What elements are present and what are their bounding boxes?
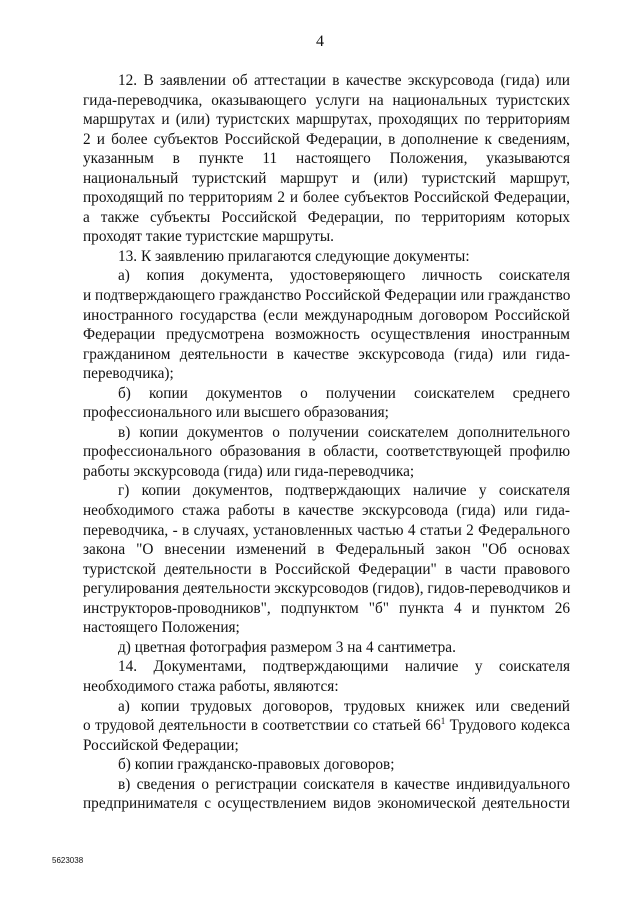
document-code: 5623038 [52, 856, 84, 865]
text-line [83, 716, 570, 736]
text-line: регулирования деятельности экскурсоводов (гидов), гидов-переводчиков и [83, 580, 571, 598]
text-line: а также субъекты Российской Федерации, по территориям которых [83, 208, 570, 226]
document-body [83, 71, 570, 814]
text-line: переводчика); [83, 365, 174, 383]
text-segment: о трудовой деятельности в соответствии со статьей 66 [83, 717, 441, 735]
text-line: маршрутах и (или) туристских маршрутах, проходящих по территориям [83, 111, 570, 129]
paragraph-14-a [83, 697, 570, 756]
page-number: 4 [316, 33, 324, 50]
text-line: б) копии документов о получении соискателем среднего [118, 384, 570, 402]
paragraph-13-a [83, 266, 570, 383]
text-line: работы экскурсовода (гида) или гида-переводчика; [83, 462, 415, 480]
paragraph-13-g [83, 481, 570, 637]
text-line: предпринимателя с осуществлением видов экономической деятельности [83, 795, 570, 813]
text-line: Российской Федерации; [83, 736, 239, 754]
text-line: 2 и более субъектов Российской Федерации, в дополнение к сведениям, [83, 130, 570, 148]
text-line: проходят такие туристские маршруты. [83, 228, 334, 246]
paragraph-14-b [83, 755, 570, 775]
text-line: гида-переводчика, оказывающего услуги на национальных туристских [83, 91, 570, 109]
text-line: профессионального образования в области, соответствующей профилю [83, 443, 570, 461]
paragraph-13-b [83, 384, 570, 423]
text-line: иностранного государства (если международным договором Российской [83, 306, 570, 324]
paragraph-14-v [83, 775, 570, 814]
text-line: 13. К заявлению прилагаются следующие документы: [118, 247, 470, 265]
text-line: необходимого стажа работы, являются: [83, 677, 339, 695]
text-line: 14. Документами, подтверждающими наличие у соискателя [118, 658, 570, 676]
text-line: туристской деятельности в Российской Федерации" в части правового [83, 560, 570, 578]
text-line: настоящего Положения; [83, 619, 240, 637]
text-line: 12. В заявлении об аттестации в качестве экскурсовода (гида) или [118, 72, 570, 89]
paragraph-13-v [83, 423, 570, 482]
paragraph-13 [83, 247, 570, 267]
text-line: указанным в пункте 11 настоящего Положения, указываются [83, 150, 570, 168]
text-line: переводчика, - в случаях, установленных частью 4 статьи 2 Федерального [83, 521, 570, 539]
text-line: и подтверждающего гражданство Российской Федерации или гражданство [83, 287, 571, 305]
paragraph-12 [83, 71, 570, 247]
paragraph-14 [83, 657, 570, 696]
text-line: профессионального или высшего образования; [83, 404, 389, 422]
text-line: а) копии трудовых договоров, трудовых книжек или сведений [118, 697, 570, 715]
text-line: Федерации предусмотрена возможность осуществления иностранным [83, 326, 570, 344]
text-line: национальный туристский маршрут и (или) туристский маршрут, [83, 169, 570, 187]
text-line: в) сведения о регистрации соискателя в качестве индивидуального [118, 775, 570, 793]
text-line: а) копия документа, удостоверяющего личность соискателя [118, 267, 570, 285]
text-segment: Трудового кодекса [445, 717, 570, 735]
text-line: д) цветная фотография размером 3 на 4 сантиметра. [118, 638, 456, 656]
text-line: проходящий по территориям 2 и более субъектов Российской Федерации, [83, 189, 570, 207]
text-line: гражданином деятельности в качестве экскурсовода (гида) или гида- [83, 345, 570, 363]
text-line: г) копии документов, подтверждающих наличие у соискателя [118, 482, 570, 500]
text-line: инструкторов-проводников", подпунктом "б" пункта 4 и пунктом 26 [83, 599, 570, 617]
superscript: 1 [440, 716, 446, 727]
text-line: необходимого стажа работы в качестве экскурсовода (гида) или гида- [83, 502, 570, 520]
text-line: закона "О внесении изменений в Федеральный закон "Об основах [83, 541, 570, 559]
paragraph-13-d [83, 638, 570, 658]
text-line: в) копии документов о получении соискателем дополнительного [118, 423, 570, 441]
text-line: б) копии гражданско-правовых договоров; [118, 756, 395, 774]
